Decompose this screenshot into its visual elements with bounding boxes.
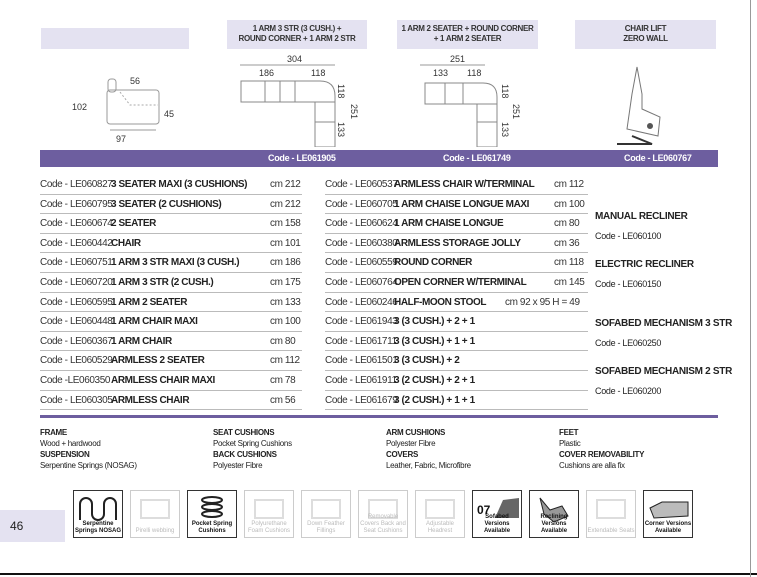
- product-size: cm 186: [270, 257, 301, 269]
- spec-value: Serpentine Springs (NOSAG): [40, 461, 137, 470]
- corner-sofa-3-diagram: [235, 52, 375, 147]
- product-name: 1 ARM 2 SEATER: [111, 296, 188, 308]
- bottom-rule: [0, 573, 757, 575]
- product-code: Code - LE060764: [325, 277, 398, 288]
- product-row: [325, 351, 588, 371]
- product-row: [325, 332, 588, 352]
- product-name: 3 SEATER MAXI (3 CUSHIONS): [111, 179, 248, 190]
- product-size: cm 112: [270, 355, 300, 367]
- feature-label: Extendable Seats: [587, 528, 635, 534]
- product-code: Code - LE060559: [325, 257, 398, 269]
- product-name: HALF-MOON STOOL: [394, 296, 487, 308]
- product-code: Code - LE061501: [325, 355, 398, 367]
- product-code: Code - LE061943: [325, 316, 398, 328]
- spec-value: Polyester Fibre: [386, 439, 436, 448]
- option-code: Code - LE060250: [595, 338, 662, 348]
- corner-sofa-icon: [646, 494, 690, 522]
- product-name: 1 ARM 3 STR (2 CUSH.): [111, 277, 214, 288]
- product-code: Code -LE060350: [40, 375, 111, 386]
- product-row: [325, 175, 588, 195]
- product-row: [40, 312, 302, 332]
- dim-seat: 45: [164, 109, 175, 119]
- code-bar: [40, 150, 718, 167]
- feature-icon-1: [73, 490, 123, 538]
- feature-icon-8: [472, 490, 522, 538]
- product-name: ARMLESS STORAGE JOLLY: [394, 237, 521, 249]
- feature-label: Reclining Versions Available: [540, 514, 568, 534]
- option-name: ELECTRIC RECLINER: [595, 259, 694, 270]
- product-name: ARMLESS 2 SEATER: [111, 355, 205, 367]
- feature-label: Pirelli webbing: [135, 528, 175, 534]
- header-line: CHAIR LIFT: [624, 24, 667, 33]
- product-size: cm 112: [554, 179, 584, 190]
- headrest-icon: [418, 494, 462, 522]
- feature-icon-6: [358, 490, 408, 538]
- product-size: cm 100: [270, 316, 301, 328]
- spec-heading: ARM CUSHIONS: [386, 428, 446, 437]
- product-name: OPEN CORNER W/TERMINAL: [394, 277, 527, 288]
- feature-icon-4: [244, 490, 294, 538]
- header-line: ZERO WALL: [623, 34, 668, 43]
- badge: 07: [477, 503, 491, 517]
- product-size: cm 118: [554, 257, 584, 269]
- product-name: ROUND CORNER: [394, 257, 472, 269]
- header-line: + 1 ARM 2 SEATER: [433, 34, 502, 43]
- header-box-chair-lift: [575, 20, 716, 49]
- pocket-spring-icon: [190, 494, 234, 522]
- product-name: 3 (3 CUSH.) + 2 + 1: [394, 316, 475, 328]
- product-code: Code - LE061679: [325, 394, 398, 406]
- bar-code: Code - LE061749: [443, 153, 511, 163]
- product-code: Code - LE060624: [325, 218, 398, 230]
- header-box-blank: [41, 28, 189, 49]
- product-name: 3 (2 CUSH.) + 1 + 1: [394, 394, 475, 406]
- product-code: Code - LE060674: [40, 218, 113, 230]
- product-name: ARMLESS CHAIR: [111, 394, 190, 406]
- serpentine-spring-icon: [76, 494, 120, 522]
- product-code: Code - LE060367: [40, 335, 113, 347]
- product-size: cm 80: [270, 335, 296, 347]
- spec-heading: BACK CUSHIONS: [213, 450, 277, 459]
- feature-label: Serpentine Springs NOSAG: [74, 521, 121, 534]
- dim-side1: 118: [336, 84, 346, 99]
- product-name: 1 ARM 3 STR MAXI (3 CUSH.): [111, 257, 240, 269]
- feature-icon-9: [529, 490, 579, 538]
- product-code: Code - LE060595: [40, 296, 113, 308]
- product-size: cm 158: [270, 218, 301, 230]
- product-row: [325, 234, 588, 254]
- product-row: [325, 273, 588, 293]
- option-name: MANUAL RECLINER: [595, 211, 688, 222]
- product-name: 2 SEATER: [111, 218, 156, 230]
- dim-height: 102: [72, 102, 88, 112]
- product-row: [40, 195, 302, 215]
- product-row: [40, 371, 302, 391]
- product-row: [325, 293, 588, 313]
- right-rule: [750, 0, 751, 577]
- page-number: [0, 510, 65, 542]
- feature-label: Removable Covers Back and Seat Cushions: [360, 514, 406, 534]
- dim-total: 251: [450, 54, 466, 64]
- product-code: Code - LE060720: [40, 277, 113, 288]
- feature-icon-2: [130, 490, 180, 538]
- spec-heading: FRAME: [40, 428, 67, 437]
- spec-value: Wood + hardwood: [40, 439, 101, 448]
- feature-label: Down Feather Fillings: [307, 521, 345, 534]
- dim-a: 186: [259, 68, 275, 78]
- feature-label: Polyurethane Foam Cushions: [247, 521, 291, 534]
- product-row: [325, 312, 588, 332]
- option-code: Code - LE060200: [595, 386, 662, 396]
- chair-diagram: [70, 70, 190, 150]
- product-size: cm 92 x 95 H = 49: [505, 296, 580, 308]
- product-row: [325, 391, 588, 411]
- dim-side2: 133: [500, 122, 510, 138]
- product-size: cm 80: [554, 218, 580, 230]
- bar-code: Code - LE061905: [268, 153, 336, 163]
- spec-column: [40, 427, 137, 471]
- dim-total: 304: [287, 54, 303, 64]
- product-size: cm 78: [270, 375, 296, 386]
- product-name: 1 ARM CHAIR MAXI: [111, 316, 198, 328]
- product-name: 1 ARM CHAISE LONGUE MAXI: [394, 198, 530, 210]
- product-row: [40, 332, 302, 352]
- dim-side-total: 251: [511, 104, 521, 120]
- product-row: [40, 293, 302, 313]
- option-name: SOFABED MECHANISM 2 STR: [595, 366, 733, 377]
- dim-depth: 97: [116, 134, 127, 144]
- dim-a: 133: [433, 68, 449, 78]
- option-name: SOFABED MECHANISM 3 STR: [595, 318, 733, 329]
- product-code: Code - LE060795: [40, 198, 113, 210]
- header-line: 1 ARM 2 SEATER + ROUND CORNER: [401, 24, 534, 33]
- product-size: cm 36: [554, 237, 580, 249]
- product-row: [40, 351, 302, 371]
- product-code: Code - LE061911: [325, 375, 397, 386]
- spec-heading: COVER REMOVABILITY: [559, 450, 645, 459]
- product-name: 1 ARM CHAIR: [111, 335, 172, 347]
- spec-column: [559, 427, 644, 471]
- product-size: cm 212: [270, 179, 301, 190]
- feature-icon-5: [301, 490, 351, 538]
- product-name: 3 SEATER (2 CUSHIONS): [111, 198, 222, 210]
- product-size: cm 101: [270, 237, 301, 249]
- spec-heading: FEET: [559, 428, 579, 437]
- header-box-corner-2: [397, 20, 538, 49]
- product-name: 3 (3 CUSH.) + 1 + 1: [394, 335, 475, 347]
- header-line: ROUND CORNER + 1 ARM 2 STR: [238, 34, 356, 43]
- product-name: ARMLESS CHAIR W/TERMINAL: [394, 179, 535, 190]
- chair-lift-diagram: [612, 64, 672, 149]
- product-row: [40, 253, 302, 273]
- option-code: Code - LE060150: [595, 279, 662, 289]
- product-size: cm 145: [554, 277, 585, 288]
- dim-width: 56: [130, 76, 141, 86]
- spec-value: Polyester Fibre: [213, 461, 263, 470]
- product-code: Code - LE060705: [325, 198, 398, 210]
- foam-cushion-icon: [247, 494, 291, 522]
- header-line: 1 ARM 3 STR (3 CUSH.) +: [252, 24, 342, 33]
- product-code: Code - LE060827: [40, 179, 113, 190]
- feature-label: Pocket Spring Cushions: [191, 521, 233, 534]
- spec-value: Cushions are alla fix: [559, 461, 625, 470]
- product-row: [40, 234, 302, 254]
- product-code: Code - LE060537: [325, 179, 398, 190]
- corner-sofa-2-diagram: [415, 52, 545, 147]
- product-code: Code - LE060246: [325, 296, 398, 308]
- spec-heading: SUSPENSION: [40, 450, 90, 459]
- feature-icon-3: [187, 490, 237, 538]
- pirelli-webbing-icon: [133, 494, 177, 522]
- product-code: Code - LE060380: [325, 237, 398, 249]
- product-size: cm 56: [270, 394, 296, 406]
- spec-value: Leather, Fabric, Microfibre: [386, 461, 471, 470]
- bar-code: Code - LE060767: [624, 153, 692, 163]
- dim-side1: 118: [500, 84, 510, 99]
- dim-b: 118: [467, 68, 482, 78]
- product-code: Code - LE060529: [40, 355, 113, 367]
- product-row: [325, 214, 588, 234]
- spec-heading: SEAT CUSHIONS: [213, 428, 275, 437]
- product-row: [40, 391, 302, 411]
- product-name: ARMLESS CHAIR MAXI: [111, 375, 215, 386]
- dim-side2: 133: [336, 122, 346, 138]
- product-row: [40, 273, 302, 293]
- feature-icon-10: [586, 490, 636, 538]
- dim-b: 118: [311, 68, 326, 78]
- extendable-seat-icon: [589, 494, 633, 522]
- product-size: cm 133: [270, 296, 301, 308]
- spec-column: [213, 427, 292, 471]
- product-row: [40, 175, 302, 195]
- page-number-text: 46: [10, 519, 24, 533]
- spec-heading: COVERS: [386, 450, 418, 459]
- feature-label: Adjustable Headrest: [425, 521, 455, 534]
- feature-label: Corner Versions Available: [644, 521, 692, 534]
- product-size: cm 100: [554, 198, 585, 210]
- spec-value: Plastic: [559, 439, 581, 448]
- product-row: [325, 253, 588, 273]
- header-box-corner-3: [227, 20, 367, 49]
- product-code: Code - LE061711: [325, 335, 397, 347]
- feature-label: Sofabed Versions Available: [483, 514, 511, 534]
- product-size: cm 212: [270, 198, 301, 210]
- product-row: [325, 371, 588, 391]
- product-size: cm 175: [270, 277, 301, 288]
- product-row: [325, 195, 588, 215]
- product-name: 3 (2 CUSH.) + 2 + 1: [394, 375, 475, 386]
- option-code: Code - LE060100: [595, 231, 662, 241]
- feature-icon-11: [643, 490, 693, 538]
- product-code: Code - LE060305: [40, 394, 113, 406]
- divider: [40, 415, 718, 418]
- product-name: 3 (3 CUSH.) + 2: [394, 355, 460, 367]
- product-name: 1 ARM CHAISE LONGUE: [394, 218, 504, 230]
- feather-icon: [304, 494, 348, 522]
- product-code: Code - LE060751: [40, 257, 113, 269]
- feature-icon-7: [415, 490, 465, 538]
- dim-side-total: 251: [349, 104, 359, 120]
- product-name: CHAIR: [111, 237, 141, 249]
- product-code: Code - LE060442: [40, 237, 113, 249]
- product-code: Code - LE060448: [40, 316, 113, 328]
- spec-column: [386, 427, 471, 471]
- spec-value: Pocket Spring Cushions: [213, 439, 292, 448]
- product-row: [40, 214, 302, 234]
